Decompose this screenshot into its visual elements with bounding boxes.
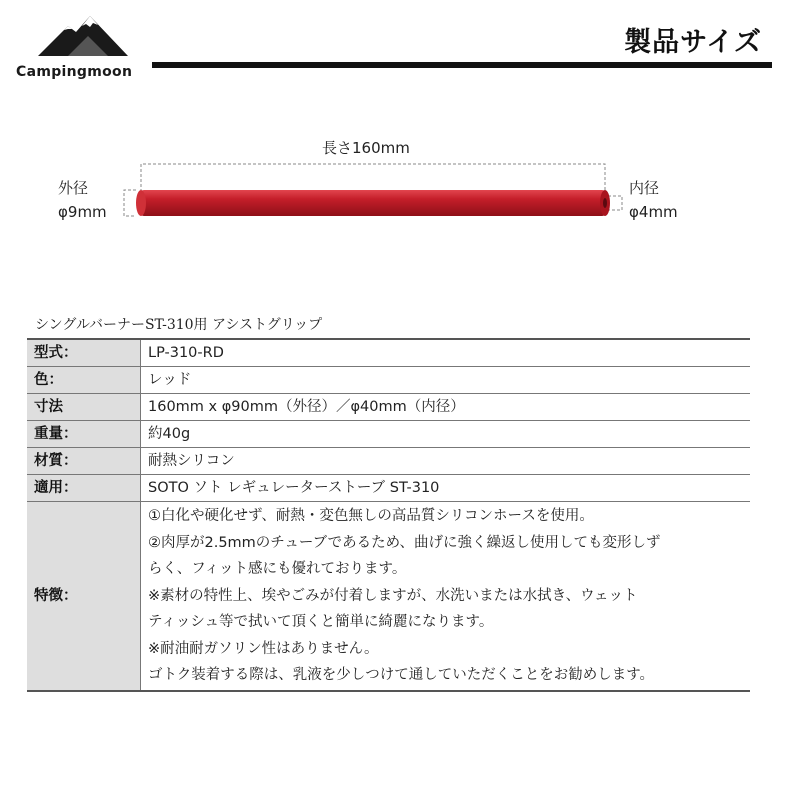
spec-value: 耐熱シリコン: [141, 448, 751, 475]
spec-value: SOTO ソト レギュレーターストーブ ST-310: [141, 475, 751, 502]
spec-key: 寸法: [27, 394, 141, 421]
spec-row-compatibility: [27, 475, 750, 502]
feature-line: ※耐油耐ガソリン性はありません。: [148, 640, 379, 657]
spec-value: LP-310-RD: [141, 339, 751, 367]
length-label: 長さ160mm: [322, 139, 410, 157]
spec-caption: シングルバーナーST-310用 アシストグリップ: [35, 317, 323, 333]
spec-row-dimensions: [27, 394, 750, 421]
outer-diameter-value: φ9mm: [58, 203, 107, 221]
spec-key: 色：: [27, 367, 141, 394]
feature-line: ゴトク装着する際は、乳液を少しつけて通していただくことをお勧めします。: [148, 667, 655, 683]
spec-value: 約40g: [141, 421, 751, 448]
spec-table: [27, 338, 750, 692]
brand-name: Campingmoon: [16, 64, 133, 80]
feature-line: ※素材の特性上、埃やごみが付着しますが、水洗いまたは水拭き、ウェット: [148, 587, 638, 604]
inner-diameter-value: φ4mm: [629, 203, 678, 221]
spec-row-features: [27, 502, 750, 691]
header-divider: [152, 62, 772, 68]
feature-line: らく、フィット感にも優れております。: [148, 561, 407, 577]
spec-key: 型式：: [27, 339, 141, 367]
spec-value: 160mm x φ90mm（外径）／φ40mm（内径）: [141, 394, 751, 421]
spec-key: 重量：: [27, 421, 141, 448]
feature-line: ②肉厚が2.5mmのチューブであるため、曲げに強く繰返し使用しても変形しず: [148, 534, 661, 551]
spec-row-material: [27, 448, 750, 475]
inner-diameter-label: 内径: [629, 179, 660, 197]
spec-key: 適用：: [27, 475, 141, 502]
spec-key: 特徴：: [27, 502, 141, 691]
outer-diameter-label: 外径: [58, 179, 89, 197]
product-diagram: [0, 120, 800, 260]
spec-row-weight: [27, 421, 750, 448]
spec-row-model: [27, 339, 750, 367]
features-list: [141, 502, 751, 691]
feature-line: ①白化や硬化せず、耐熱・変色無しの高品質シリコンホースを使用。: [148, 508, 594, 524]
feature-line: ティッシュ等で拭いて頂くと簡単に綺麗になります。: [148, 614, 494, 630]
spec-value: レッド: [141, 367, 751, 394]
mountain-logo-icon: [38, 16, 128, 56]
page-title: 製品サイズ: [624, 27, 762, 58]
spec-key: 材質：: [27, 448, 141, 475]
spec-row-color: [27, 367, 750, 394]
brand-logo: [16, 16, 148, 78]
